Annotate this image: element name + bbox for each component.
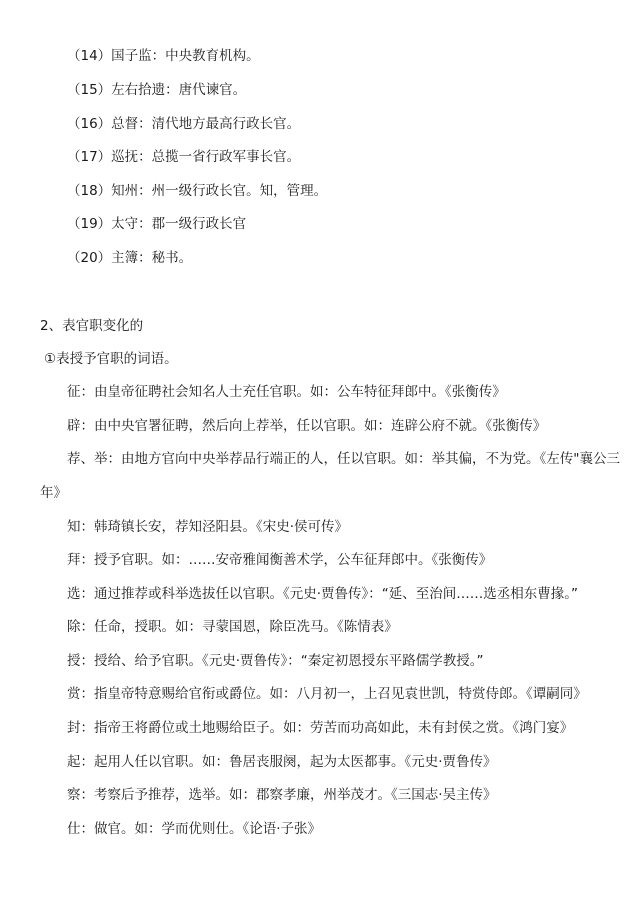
- section-heading: 2、表官职变化的: [40, 318, 144, 334]
- section-subheading: ①表授予官职的词语。: [44, 351, 178, 367]
- entry-qi: 起：起用人任以官职。如：鲁居丧服阕，起为太医都事。《元史·贾鲁传》: [67, 754, 497, 770]
- entry-shi: 仕：做官。如：学而优则仕。《论语·子张》: [67, 821, 322, 837]
- entry-jian-ju: 荐、举：由地方官向中央举荐品行端正的人，任以官职。如：举其偏，不为党。《左传"襄公三: [67, 451, 620, 467]
- entry-jian-ju-continued: 年》: [40, 485, 67, 501]
- entry-bai: 拜：授予官职。如：……安帝雅闻衡善术学，公车征拜郎中。《张衡传》: [67, 552, 493, 568]
- entry-shou: 授：授给、给予官职。《元史·贾鲁传》：“秦定初恩授东平路儒学教授。”: [67, 653, 484, 669]
- list-item: （15）左右拾遗：唐代谏官。: [67, 82, 247, 98]
- list-item: （20）主簿：秘书。: [67, 250, 193, 266]
- entry-chu: 除：任命，授职。如：寻蒙国恩，除臣冼马。《陈情表》: [67, 619, 398, 635]
- entry-bi: 辟：由中央官署征聘，然后向上荐举，任以官职。如：连辟公府不就。《张衡传》: [67, 418, 547, 434]
- entry-shang: 赏：指皇帝特意赐给官衔或爵位。如：八月初一，上召见袁世凯，特赏侍郎。《谭嗣同》: [67, 686, 587, 702]
- entry-feng: 封：指帝王将爵位或土地赐给臣子。如：劳苦而功高如此，未有封侯之赏。《鸿门宴》: [67, 720, 574, 736]
- entry-xuan: 选：通过推荐或科举选拔任以官职。《元史·贾鲁传》：“延、至治间……选丞相东曹掾。”: [67, 586, 579, 602]
- list-item: （18）知州：州一级行政长官。知，管理。: [67, 183, 328, 199]
- entry-zhi: 知：韩琦镇长安，荐知泾阳县。《宋史·侯可传》: [67, 519, 349, 535]
- entry-zheng: 征：由皇帝征聘社会知名人士充任官职。如：公车特征拜郎中。《张衡传》: [67, 384, 506, 400]
- list-item: （19）太守：郡一级行政长官: [67, 216, 247, 232]
- list-item: （17）巡抚：总揽一省行政军事长官。: [67, 149, 301, 165]
- entry-cha: 察：考察后予推荐，选举。如：郡察孝廉，州举茂才。《三国志·吴主传》: [67, 787, 497, 803]
- list-item: （14）国子监：中央教育机构。: [67, 48, 260, 64]
- list-item: （16）总督：清代地方最高行政长官。: [67, 116, 301, 132]
